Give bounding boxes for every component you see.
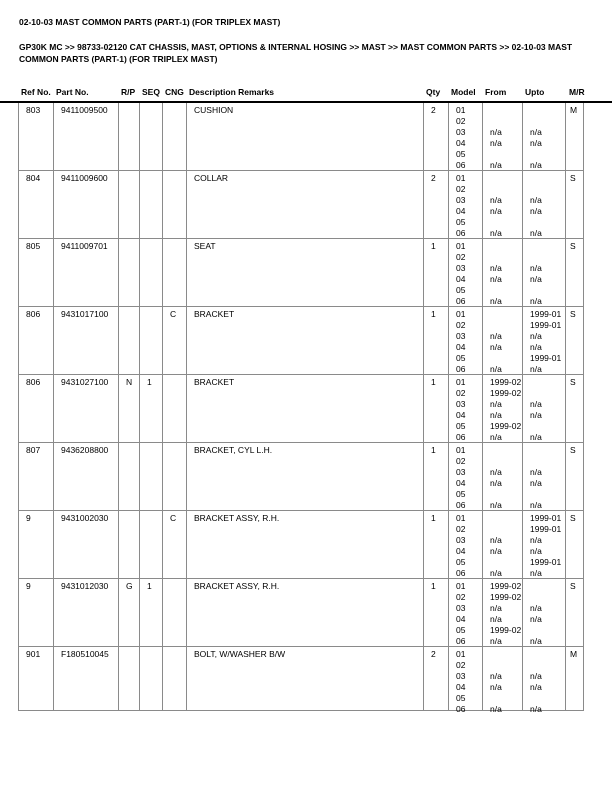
models-line: 02 bbox=[456, 320, 466, 330]
table-row bbox=[19, 375, 584, 443]
models-line: 04 bbox=[456, 478, 466, 488]
part-no-cell: F180510045 bbox=[54, 647, 119, 710]
from-line: n/a bbox=[490, 568, 502, 578]
description-cell: BOLT, W/WASHER B/W bbox=[187, 647, 424, 710]
description-cell: BRACKET ASSY, R.H. bbox=[187, 579, 424, 646]
models-line: 02 bbox=[456, 116, 466, 126]
from-line: n/a bbox=[490, 127, 502, 137]
from-line: n/a bbox=[490, 206, 502, 216]
from-line bbox=[490, 649, 522, 660]
from-line: n/a bbox=[490, 636, 502, 646]
upto-line bbox=[530, 252, 565, 263]
rp-cell: G bbox=[119, 579, 140, 646]
column-header-ref-no: Ref No. bbox=[21, 87, 51, 97]
from-line bbox=[490, 445, 522, 456]
from-line bbox=[490, 456, 522, 467]
models-line: 02 bbox=[456, 252, 466, 262]
from-line: n/a bbox=[490, 274, 502, 284]
ref-no-cell: 9 bbox=[19, 579, 54, 646]
from-line: 1999-02 bbox=[490, 421, 522, 431]
upto-line: n/a bbox=[530, 636, 542, 646]
model-cell bbox=[449, 579, 483, 646]
qty-cell: 1 bbox=[424, 511, 449, 578]
from-line bbox=[490, 693, 522, 704]
upto-line: n/a bbox=[530, 432, 542, 442]
model-cell bbox=[449, 171, 483, 238]
rp-cell: N bbox=[119, 375, 140, 442]
from-line bbox=[490, 320, 522, 331]
from-line: n/a bbox=[490, 138, 502, 148]
from-line: n/a bbox=[490, 614, 502, 624]
breadcrumb: GP30K MC >> 98733-02120 CAT CHASSIS, MAST, OPTIONS & INTERNAL HOSING >> MAST >> MAST COMMON PARTS >> 02-10-03 MAST COMMON PARTS (PART-1) (FOR TRIPLEX MAST) bbox=[19, 42, 573, 64]
from-line: n/a bbox=[490, 364, 502, 374]
from-line bbox=[490, 524, 522, 535]
ref-no-cell: 806 bbox=[19, 375, 54, 442]
from-line: n/a bbox=[490, 603, 502, 613]
upto-line: n/a bbox=[530, 704, 542, 714]
model-cell bbox=[449, 375, 483, 442]
models-line: 03 bbox=[456, 603, 466, 613]
qty-cell: 1 bbox=[424, 375, 449, 442]
upto-line bbox=[530, 217, 565, 228]
upto-line: n/a bbox=[530, 535, 542, 545]
from-line bbox=[490, 116, 522, 127]
table-row bbox=[19, 647, 584, 714]
models-line: 03 bbox=[456, 535, 466, 545]
upto-line: n/a bbox=[530, 546, 542, 556]
from-line: n/a bbox=[490, 432, 502, 442]
from-cell bbox=[483, 511, 523, 578]
upto-line bbox=[530, 173, 565, 184]
table-row bbox=[19, 171, 584, 239]
column-header-description: Description Remarks bbox=[189, 87, 275, 97]
from-line bbox=[490, 105, 522, 116]
seq-cell bbox=[140, 103, 163, 170]
qty-cell: 1 bbox=[424, 307, 449, 374]
upto-line bbox=[530, 581, 565, 592]
from-line bbox=[490, 660, 522, 671]
models-line: 04 bbox=[456, 546, 466, 556]
from-line: n/a bbox=[490, 263, 502, 273]
from-cell bbox=[483, 103, 523, 170]
upto-line: n/a bbox=[530, 160, 542, 170]
from-line: 1999-02 bbox=[490, 592, 522, 602]
mr-cell: S bbox=[566, 239, 584, 306]
from-line bbox=[490, 241, 522, 252]
from-cell bbox=[483, 171, 523, 238]
models-line: 01 bbox=[456, 377, 466, 387]
upto-cell bbox=[523, 103, 566, 170]
models-line: 03 bbox=[456, 399, 466, 409]
upto-line: n/a bbox=[530, 228, 542, 238]
from-line: n/a bbox=[490, 704, 502, 714]
models-line: 06 bbox=[456, 636, 466, 646]
upto-line bbox=[530, 285, 565, 296]
models-line: 03 bbox=[456, 195, 466, 205]
from-cell bbox=[483, 443, 523, 510]
from-line bbox=[490, 513, 522, 524]
from-line: 1999-02 bbox=[490, 625, 522, 635]
models-line: 04 bbox=[456, 614, 466, 624]
upto-line: n/a bbox=[530, 296, 542, 306]
part-no-cell: 9411009500 bbox=[54, 103, 119, 170]
upto-line bbox=[530, 592, 565, 603]
part-no-cell: 9431002030 bbox=[54, 511, 119, 578]
table-row bbox=[19, 103, 584, 171]
upto-line: n/a bbox=[530, 682, 542, 692]
upto-line bbox=[530, 693, 565, 704]
part-no-cell: 9436208800 bbox=[54, 443, 119, 510]
models-line: 02 bbox=[456, 388, 466, 398]
page-title: 02-10-03 MAST COMMON PARTS (PART-1) (FOR TRIPLEX MAST) bbox=[19, 17, 281, 27]
models-line: 05 bbox=[456, 285, 466, 295]
from-line: 1999-02 bbox=[490, 581, 522, 591]
from-line: n/a bbox=[490, 160, 502, 170]
upto-cell bbox=[523, 239, 566, 306]
from-line: n/a bbox=[490, 546, 502, 556]
mr-cell: M bbox=[566, 647, 584, 710]
models-line: 02 bbox=[456, 456, 466, 466]
ref-no-cell: 803 bbox=[19, 103, 54, 170]
upto-line bbox=[530, 649, 565, 660]
models-line: 05 bbox=[456, 149, 466, 159]
qty-cell: 2 bbox=[424, 103, 449, 170]
cng-cell bbox=[163, 171, 187, 238]
table-header-row bbox=[18, 87, 584, 98]
cng-cell bbox=[163, 375, 187, 442]
parts-table bbox=[18, 103, 584, 714]
from-line: 1999-02 bbox=[490, 377, 522, 387]
rp-cell bbox=[119, 171, 140, 238]
models-line: 06 bbox=[456, 704, 466, 714]
models-line: 01 bbox=[456, 241, 466, 251]
seq-cell bbox=[140, 511, 163, 578]
upto-line: n/a bbox=[530, 331, 542, 341]
models-line: 01 bbox=[456, 649, 466, 659]
upto-cell bbox=[523, 579, 566, 646]
models-line: 02 bbox=[456, 592, 466, 602]
upto-line bbox=[530, 116, 565, 127]
from-line: n/a bbox=[490, 195, 502, 205]
models-line: 05 bbox=[456, 693, 466, 703]
upto-cell bbox=[523, 375, 566, 442]
column-header-qty: Qty bbox=[426, 87, 441, 97]
qty-cell: 1 bbox=[424, 239, 449, 306]
qty-cell: 2 bbox=[424, 647, 449, 710]
from-line: n/a bbox=[490, 399, 502, 409]
mr-cell: S bbox=[566, 375, 584, 442]
from-line bbox=[490, 173, 522, 184]
models-line: 04 bbox=[456, 138, 466, 148]
from-line: n/a bbox=[490, 682, 502, 692]
from-line: n/a bbox=[490, 671, 502, 681]
upto-line: 1999-01 bbox=[530, 557, 562, 567]
ref-no-cell: 807 bbox=[19, 443, 54, 510]
models-line: 03 bbox=[456, 671, 466, 681]
models-line: 06 bbox=[456, 296, 466, 306]
cng-cell bbox=[163, 239, 187, 306]
rp-cell bbox=[119, 239, 140, 306]
upto-cell bbox=[523, 511, 566, 578]
from-line: n/a bbox=[490, 228, 502, 238]
from-line: n/a bbox=[490, 535, 502, 545]
models-line: 05 bbox=[456, 421, 466, 431]
upto-line bbox=[530, 388, 565, 399]
models-line: 01 bbox=[456, 581, 466, 591]
description-cell: BRACKET, CYL L.H. bbox=[187, 443, 424, 510]
table-row bbox=[19, 443, 584, 511]
ref-no-cell: 804 bbox=[19, 171, 54, 238]
description-cell: BRACKET bbox=[187, 375, 424, 442]
model-cell bbox=[449, 103, 483, 170]
from-cell bbox=[483, 307, 523, 374]
table-row bbox=[19, 239, 584, 307]
models-line: 06 bbox=[456, 228, 466, 238]
from-cell bbox=[483, 647, 523, 714]
seq-cell: 1 bbox=[140, 375, 163, 442]
upto-line: n/a bbox=[530, 263, 542, 273]
from-line: n/a bbox=[490, 500, 502, 510]
models-line: 06 bbox=[456, 160, 466, 170]
upto-line bbox=[530, 456, 565, 467]
model-cell bbox=[449, 511, 483, 578]
ref-no-cell: 806 bbox=[19, 307, 54, 374]
seq-cell bbox=[140, 647, 163, 710]
upto-line bbox=[530, 377, 565, 388]
rp-cell bbox=[119, 307, 140, 374]
cng-cell bbox=[163, 579, 187, 646]
models-line: 05 bbox=[456, 557, 466, 567]
upto-line: 1999-01 bbox=[530, 524, 562, 534]
upto-line bbox=[530, 241, 565, 252]
from-cell bbox=[483, 375, 523, 442]
models-line: 02 bbox=[456, 184, 466, 194]
upto-line: n/a bbox=[530, 478, 542, 488]
rp-cell bbox=[119, 647, 140, 710]
from-line: n/a bbox=[490, 478, 502, 488]
models-line: 01 bbox=[456, 309, 466, 319]
from-line bbox=[490, 184, 522, 195]
from-line: n/a bbox=[490, 342, 502, 352]
cng-cell: C bbox=[163, 307, 187, 374]
upto-line: 1999-01 bbox=[530, 513, 562, 523]
upto-line: n/a bbox=[530, 206, 542, 216]
column-header-rp: R/P bbox=[121, 87, 136, 97]
upto-line: n/a bbox=[530, 138, 542, 148]
from-line: n/a bbox=[490, 410, 502, 420]
upto-line bbox=[530, 149, 565, 160]
rp-cell bbox=[119, 443, 140, 510]
upto-line bbox=[530, 105, 565, 116]
qty-cell: 2 bbox=[424, 171, 449, 238]
model-cell bbox=[449, 443, 483, 510]
from-line: n/a bbox=[490, 296, 502, 306]
rp-cell bbox=[119, 511, 140, 578]
from-line: n/a bbox=[490, 331, 502, 341]
from-line bbox=[490, 285, 522, 296]
upto-line: n/a bbox=[530, 195, 542, 205]
qty-cell: 1 bbox=[424, 443, 449, 510]
from-line bbox=[490, 252, 522, 263]
models-line: 02 bbox=[456, 660, 466, 670]
upto-line: n/a bbox=[530, 410, 542, 420]
models-line: 05 bbox=[456, 625, 466, 635]
seq-cell: 1 bbox=[140, 579, 163, 646]
models-line: 01 bbox=[456, 105, 466, 115]
mr-cell: S bbox=[566, 443, 584, 510]
part-no-cell: 9411009701 bbox=[54, 239, 119, 306]
column-header-model: Model bbox=[451, 87, 476, 97]
description-cell: COLLAR bbox=[187, 171, 424, 238]
column-header-mr: M/R bbox=[569, 87, 585, 97]
ref-no-cell: 805 bbox=[19, 239, 54, 306]
seq-cell bbox=[140, 239, 163, 306]
models-line: 01 bbox=[456, 445, 466, 455]
rp-cell bbox=[119, 103, 140, 170]
description-cell: BRACKET ASSY, R.H. bbox=[187, 511, 424, 578]
upto-line: n/a bbox=[530, 399, 542, 409]
table-row bbox=[19, 511, 584, 579]
table-row bbox=[19, 579, 584, 647]
models-line: 06 bbox=[456, 568, 466, 578]
qty-cell: 1 bbox=[424, 579, 449, 646]
from-line bbox=[490, 149, 522, 160]
upto-line: 1999-01 bbox=[530, 353, 562, 363]
upto-line: n/a bbox=[530, 364, 542, 374]
models-line: 04 bbox=[456, 342, 466, 352]
ref-no-cell: 901 bbox=[19, 647, 54, 710]
models-line: 06 bbox=[456, 432, 466, 442]
from-line: 1999-02 bbox=[490, 388, 522, 398]
models-line: 04 bbox=[456, 206, 466, 216]
models-line: 06 bbox=[456, 364, 466, 374]
cng-cell: C bbox=[163, 511, 187, 578]
upto-line: n/a bbox=[530, 500, 542, 510]
upto-line: n/a bbox=[530, 568, 542, 578]
part-no-cell: 9431012030 bbox=[54, 579, 119, 646]
upto-line: n/a bbox=[530, 342, 542, 352]
upto-line: 1999-01 bbox=[530, 309, 562, 319]
models-line: 04 bbox=[456, 410, 466, 420]
models-line: 05 bbox=[456, 217, 466, 227]
column-header-seq: SEQ bbox=[142, 87, 160, 97]
upto-line: n/a bbox=[530, 671, 542, 681]
column-header-upto: Upto bbox=[525, 87, 545, 97]
description-cell: CUSHION bbox=[187, 103, 424, 170]
model-cell bbox=[449, 239, 483, 306]
models-line: 03 bbox=[456, 331, 466, 341]
models-line: 03 bbox=[456, 263, 466, 273]
upto-line bbox=[530, 445, 565, 456]
upto-line: n/a bbox=[530, 127, 542, 137]
upto-line bbox=[530, 421, 565, 432]
cng-cell bbox=[163, 443, 187, 510]
model-cell bbox=[449, 307, 483, 374]
seq-cell bbox=[140, 307, 163, 374]
from-line bbox=[490, 489, 522, 500]
part-no-cell: 9431017100 bbox=[54, 307, 119, 374]
models-line: 06 bbox=[456, 500, 466, 510]
from-line bbox=[490, 217, 522, 228]
column-header-part-no: Part No. bbox=[56, 87, 89, 97]
from-line bbox=[490, 557, 522, 568]
models-line: 01 bbox=[456, 513, 466, 523]
model-cell bbox=[449, 647, 483, 714]
upto-line bbox=[530, 184, 565, 195]
from-line bbox=[490, 309, 522, 320]
models-line: 03 bbox=[456, 467, 466, 477]
mr-cell: S bbox=[566, 579, 584, 646]
models-line: 05 bbox=[456, 353, 466, 363]
models-line: 02 bbox=[456, 524, 466, 534]
cng-cell bbox=[163, 103, 187, 170]
from-line bbox=[490, 353, 522, 364]
part-no-cell: 9431027100 bbox=[54, 375, 119, 442]
part-no-cell: 9411009600 bbox=[54, 171, 119, 238]
upto-line bbox=[530, 489, 565, 500]
upto-cell bbox=[523, 307, 566, 374]
upto-cell bbox=[523, 647, 566, 714]
description-cell: BRACKET bbox=[187, 307, 424, 374]
models-line: 04 bbox=[456, 274, 466, 284]
ref-no-cell: 9 bbox=[19, 511, 54, 578]
upto-line: 1999-01 bbox=[530, 320, 562, 330]
column-header-cng: CNG bbox=[165, 87, 184, 97]
from-line: n/a bbox=[490, 467, 502, 477]
upto-line: n/a bbox=[530, 614, 542, 624]
seq-cell bbox=[140, 443, 163, 510]
seq-cell bbox=[140, 171, 163, 238]
upto-cell bbox=[523, 443, 566, 510]
upto-line: n/a bbox=[530, 274, 542, 284]
upto-line bbox=[530, 625, 565, 636]
models-line: 03 bbox=[456, 127, 466, 137]
upto-line: n/a bbox=[530, 603, 542, 613]
mr-cell: M bbox=[566, 103, 584, 170]
upto-line: n/a bbox=[530, 467, 542, 477]
mr-cell: S bbox=[566, 511, 584, 578]
cng-cell bbox=[163, 647, 187, 710]
upto-cell bbox=[523, 171, 566, 238]
mr-cell: S bbox=[566, 171, 584, 238]
upto-line bbox=[530, 660, 565, 671]
description-cell: SEAT bbox=[187, 239, 424, 306]
table-row bbox=[19, 307, 584, 375]
column-header-from: From bbox=[485, 87, 507, 97]
mr-cell: S bbox=[566, 307, 584, 374]
models-line: 05 bbox=[456, 489, 466, 499]
from-cell bbox=[483, 239, 523, 306]
models-line: 04 bbox=[456, 682, 466, 692]
models-line: 01 bbox=[456, 173, 466, 183]
from-cell bbox=[483, 579, 523, 646]
